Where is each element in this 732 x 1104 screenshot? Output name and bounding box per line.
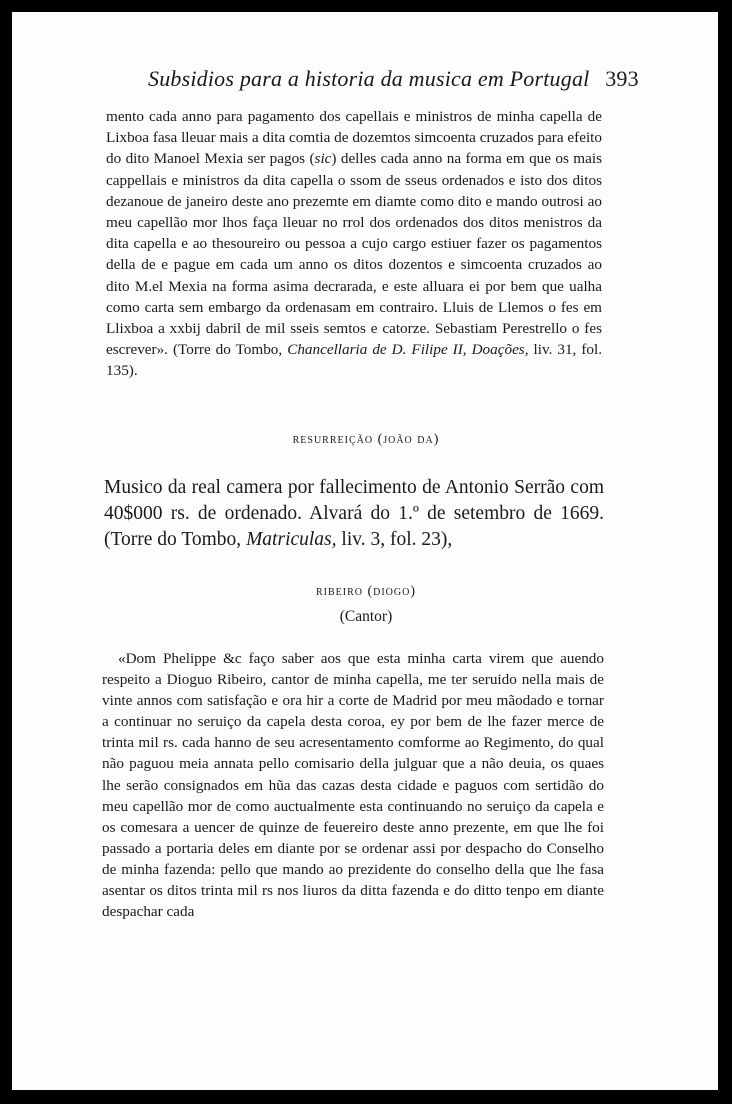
running-head-title: Subsidios para a historia da musica em Portugal: [148, 66, 590, 91]
entry-1-reference-italic: Matriculas,: [246, 529, 337, 550]
entry-heading-resurreicao: resurreição (joão da): [292, 432, 440, 447]
entry-1-text-b: liv. 3, fol. 23),: [336, 529, 453, 550]
entry-1-text-a: Musico da real camera por fallecimento de Antonio Serrão com 40$000 rs. de ordenado. Alvará do 1.º de setembro de 1669. (Torre do Tombo,: [104, 477, 604, 550]
paragraph-1-text-a: mento cada anno para pagamento dos capellais e ministros de minha capella de Lixboa fasa lleuar mais a dita comtia de dozemtos simcoenta cruzados para efeito do dito Manoel Mexia ser pagos (: [106, 108, 602, 168]
entry-text-resurreicao: [104, 475, 604, 553]
paragraph-1: [106, 106, 602, 382]
entry-text-ribeiro: «Dom Phelippe &c faço saber aos que esta minha carta virem que auendo respeito a Dioguo Ribeiro, cantor de minha capella, me ter seruido nella mais de vinte annos com satisfação e ora hir a corte de Madrid por meu mãodado e tornar a continuar no seruiço da capela desta coroa, ey por bem de lhe fazer merce de trinta mil rs. cada hanno de seu acresentamento comforme ao Regimento, do qual não paguou meia annata pello comisario della julguar que a não deuia, os quaes lhe serão consignados em hũa das cazas desta cidade e paguos com sertidão do meu capellão mor de como auctualmente esta continuando no seruiço da capela e os comesara a uencer de quinze de feuereiro deste anno prezente, em que lhe foi passado a portaria deles em diante por se ordenar assi por despacho do Conselho de minha fazenda: pello que mando ao prezidente do conselho della que lhe fasa asentar os ditos trinta mil rs nos liuros da ditta fazenda e do ditto tenpo em diante despachar cada: [102, 650, 604, 921]
sic-note: sic: [314, 150, 332, 168]
paragraph-1-text-c: liv. 31, fol. 135).: [106, 341, 603, 380]
entry-heading-ribeiro: ribeiro (diogo): [315, 584, 417, 599]
running-head: [148, 66, 639, 92]
page-number: 393: [605, 66, 639, 91]
paragraph-1-reference-italic: Chancellaria de D. Filipe II, Doações,: [287, 341, 529, 359]
entry-subheading-cantor: (Cantor): [339, 608, 393, 625]
paragraph-1-text-b: ) delles cada anno na forma em que os mais cappellais e ministros da dita capella o ssom de sseus ordenados e isto dos ditos dezanoue de janeiro deste ano prezemte em diamte como dito e mando outrosi ao meu capellão mor lhos faça lleuar no rrol dos ordenados dos ditos menistros da dita capella e ao thesoureiro ou pessoa a cujo cargo estiuer fazer os pagamentos della de e pague em cada um anno os ditos dozentos e simcoenta cruzados ao dito M.el Mexia na forma asima decrarada, e este alluara ei por bem que ualha como carta sem embargo da ordenasam em contrairo. Lluis de Llemos o fes em Llixboa a xxbij dabril de mil sseis semtos e catorze. Sebastiam Perestrello o fes escrever». (Torre do Tombo,: [106, 150, 602, 359]
